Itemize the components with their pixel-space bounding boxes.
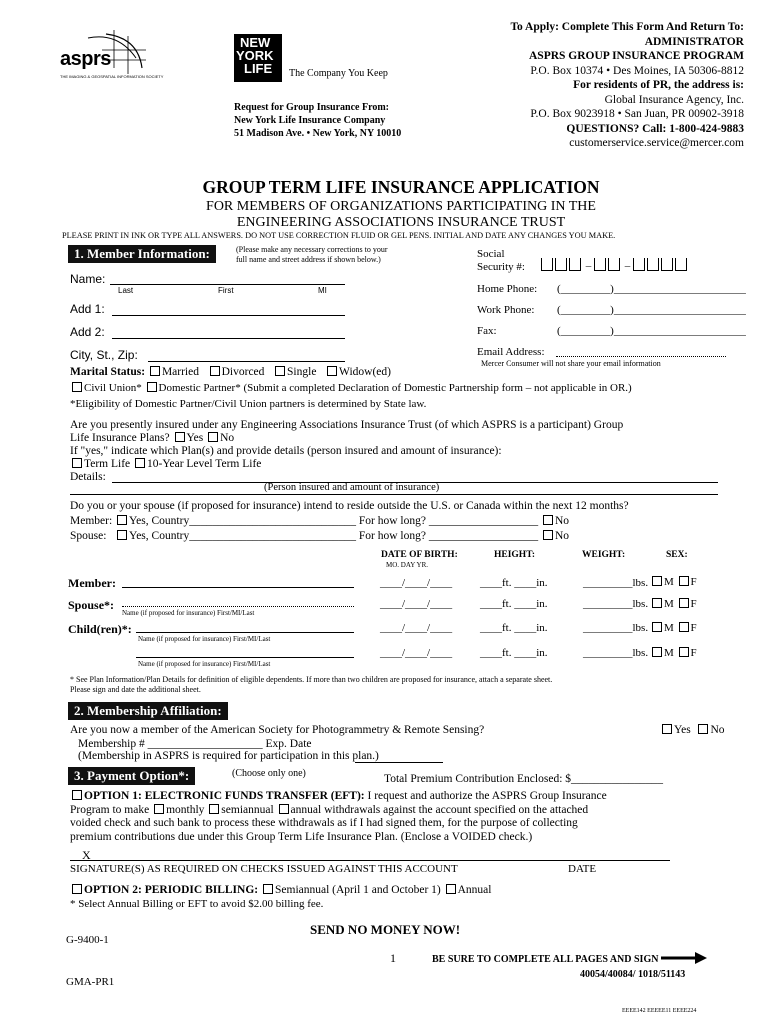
option2-checkbox[interactable] <box>72 884 82 894</box>
complete-all-pages: BE SURE TO COMPLETE ALL PAGES AND SIGN <box>432 952 707 965</box>
monthly-checkbox[interactable] <box>154 804 164 814</box>
add2-label: Add 2: <box>70 325 105 339</box>
membership-answer: Yes No <box>660 724 725 736</box>
member-male-checkbox[interactable] <box>652 576 662 586</box>
spouse-sex: M F <box>650 598 697 610</box>
annual-checkbox[interactable] <box>279 804 289 814</box>
member-female-checkbox[interactable] <box>679 576 689 586</box>
spouse-height-field[interactable]: ____ft. ____in. <box>480 598 548 610</box>
section-2-header: 2. Membership Affiliation: <box>68 702 228 720</box>
correction-note: (Please make any necessary corrections to your full name and street address if shown below.) <box>236 245 388 264</box>
married-checkbox[interactable] <box>150 366 160 376</box>
dependents-footnote: * See Plan Information/Plan Details for definition of eligible dependents. If more than two children are proposed for insurance, attach a separate sheet. Please sign and date the additional sheet. <box>70 675 553 694</box>
child2-female-checkbox[interactable] <box>679 647 689 657</box>
reside-member-row: Member: Yes, Country_____________________________ For how long? ___________________ No <box>70 515 569 527</box>
ten-year-checkbox[interactable] <box>135 458 145 468</box>
divorced-checkbox[interactable] <box>210 366 220 376</box>
person-insured-note: (Person insured and amount of insurance) <box>264 482 440 493</box>
civil-union-checkbox[interactable] <box>72 382 82 392</box>
add2-field[interactable] <box>112 338 345 339</box>
asprs-logo <box>58 28 164 84</box>
section-3-header: 3. Payment Option*: <box>68 767 195 785</box>
select-note: * Select Annual Billing or EFT to avoid $2.00 billing fee. <box>70 898 324 910</box>
member-row-label: Member: <box>68 576 116 590</box>
nyl-logo: NEW YORK LIFE <box>234 34 282 82</box>
semiannual-checkbox[interactable] <box>209 804 219 814</box>
children-row-label: Child(ren)*: <box>68 622 132 636</box>
add1-field[interactable] <box>112 315 345 316</box>
insured-yes-checkbox[interactable] <box>175 432 185 442</box>
height-header: HEIGHT: <box>494 550 535 560</box>
child1-name-field[interactable] <box>136 632 354 633</box>
insured-question: Are you presently insured under any Engineering Associations Insurance Trust (of which ASPRS is a participant) Group Life Insurance Plans? Yes No If "yes," indicate which Plan(s) and provide details (person insured and amount of insurance): Term Life 10-Year Level Term Life Details: <box>70 419 624 483</box>
spouse-dob-field[interactable]: ____/____/____ <box>380 598 453 610</box>
section-1-header: 1. Member Information: <box>68 245 216 263</box>
child2-weight-field[interactable]: _________lbs. <box>583 647 649 659</box>
child1-weight-field[interactable]: _________lbs. <box>583 622 649 634</box>
child1-male-checkbox[interactable] <box>652 622 662 632</box>
email-field[interactable] <box>556 356 726 357</box>
fax-label: Fax: <box>477 325 497 337</box>
reside-member-no-checkbox[interactable] <box>543 515 553 525</box>
city-label: City, St., Zip: <box>70 348 138 362</box>
total-premium-field[interactable]: ________________ <box>571 773 664 785</box>
city-field[interactable] <box>148 361 345 362</box>
email-note: Mercer Consumer will not share your email information <box>481 359 661 368</box>
asprs-subtitle: THE IMAGING & GEOSPATIAL INFORMATION SOCIETY <box>60 74 164 79</box>
form-codes: 40054/40084/ 1018/51143 <box>580 969 686 980</box>
reside-spouse-no-checkbox[interactable] <box>543 530 553 540</box>
reside-spouse-yes-checkbox[interactable] <box>117 530 127 540</box>
date-label: DATE <box>568 863 597 875</box>
eligibility-note: *Eligibility of Domestic Partner/Civil Union partners is determined by State law. <box>70 398 427 410</box>
request-block: Request for Group Insurance From: New York Life Insurance Company 51 Madison Ave. • New York, NY 10010 <box>234 102 402 139</box>
reside-question: Do you or your spouse (if proposed for insurance) intend to reside outside the U.S. or Canada within the next 12 months? <box>70 500 629 512</box>
signature-label: SIGNATURE(S) AS REQUIRED ON CHECKS ISSUED AGAINST THIS ACCOUNT <box>70 863 458 875</box>
member-height-field[interactable]: ____ft. ____in. <box>480 577 548 589</box>
child2-sex: M F <box>650 647 697 659</box>
option1-checkbox[interactable] <box>72 790 82 800</box>
form-subtitle-1: FOR MEMBERS OF ORGANIZATIONS PARTICIPATING IN THE <box>206 199 596 214</box>
option2-row: OPTION 2: PERIODIC BILLING: Semiannual (April 1 and October 1) Annual <box>70 884 491 896</box>
name-field[interactable] <box>110 284 345 285</box>
arrow-right-icon <box>661 952 707 964</box>
add1-label: Add 1: <box>70 302 105 316</box>
opt2-annual-checkbox[interactable] <box>446 884 456 894</box>
opt2-semiannual-checkbox[interactable] <box>263 884 273 894</box>
member-no-checkbox[interactable] <box>698 724 708 734</box>
details-field-2[interactable] <box>70 494 718 495</box>
email-label: Email Address: <box>477 346 545 358</box>
child2-height-field[interactable]: ____ft. ____in. <box>480 647 548 659</box>
ssn-label: Social Security #: <box>477 248 525 273</box>
choose-note: (Choose only one) <box>232 768 306 779</box>
member-yes-checkbox[interactable] <box>662 724 672 734</box>
asprs-wordmark: asprs <box>60 48 111 70</box>
member-weight-field[interactable]: _________lbs. <box>583 577 649 589</box>
spouse-name-field[interactable] <box>122 606 354 607</box>
option1-block: OPTION 1: ELECTRONIC FUNDS TRANSFER (EFT): I request and authorize the ASPRS Group Insurance Program to make monthly semiannual annual withdrawals against the account specified on the attached voided check and such bank to process these withdrawals as if I had signed them, for the purpose of collecting premium contributions due under this Group Term Life Insurance Plan. (Enclose a VOIDED check.) <box>70 790 607 843</box>
membership-required: (Membership in ASPRS is required for participation in this plan.) <box>78 750 379 762</box>
reside-member-yes-checkbox[interactable] <box>117 515 127 525</box>
spouse-male-checkbox[interactable] <box>652 598 662 608</box>
child1-height-field[interactable]: ____ft. ____in. <box>480 622 548 634</box>
child1-female-checkbox[interactable] <box>679 622 689 632</box>
home-phone-field[interactable]: (_________)________________________ <box>557 283 746 295</box>
member-sex: M F <box>650 576 697 588</box>
spouse-weight-field[interactable]: _________lbs. <box>583 598 649 610</box>
fax-field[interactable]: (_________)________________________ <box>557 325 746 337</box>
dob-header: DATE OF BIRTH: <box>381 550 458 560</box>
child1-dob-field[interactable]: ____/____/____ <box>380 622 453 634</box>
insured-no-checkbox[interactable] <box>208 432 218 442</box>
work-phone-label: Work Phone: <box>477 304 535 316</box>
child2-dob-field[interactable]: ____/____/____ <box>380 647 453 659</box>
child2-male-checkbox[interactable] <box>652 647 662 657</box>
page-number: 1 <box>390 951 396 965</box>
form-subtitle-2: ENGINEERING ASSOCIATIONS INSURANCE TRUST <box>236 215 566 230</box>
home-phone-label: Home Phone: <box>477 283 538 295</box>
membership-number-row: Membership # ____________________ Exp. Date <box>78 738 312 750</box>
signature-field[interactable] <box>70 860 670 861</box>
term-life-checkbox[interactable] <box>72 458 82 468</box>
single-checkbox[interactable] <box>275 366 285 376</box>
membership-number-field[interactable]: ____________________ <box>147 738 263 750</box>
reside-spouse-row: Spouse: Yes, Country_____________________________ For how long? ___________________ No <box>70 530 570 542</box>
form-instructions: PLEASE PRINT IN INK OR TYPE ALL ANSWERS. DO NOT USE CORRECTION FLUID OR GEL PENS. INITIAL AND DATE ANY CHANGES YOU MAKE. <box>62 231 616 240</box>
member-name-field[interactable] <box>122 587 354 588</box>
signature-x: X <box>82 848 91 862</box>
child1-sex: M F <box>650 622 697 634</box>
ssn-field[interactable]: – – <box>541 258 689 272</box>
name-label: Name: <box>70 272 106 286</box>
no-money-notice: SEND NO MONEY NOW! <box>310 922 461 937</box>
sex-header: SEX: <box>666 550 688 560</box>
membership-question: Are you now a member of the American Society for Photogrammetry & Remote Sensing? <box>70 724 485 736</box>
spouse-female-checkbox[interactable] <box>679 598 689 608</box>
domestic-partner-checkbox[interactable] <box>147 382 157 392</box>
marital-status-row: Marital Status: Married Divorced Single Widow(ed) <box>70 366 391 378</box>
nyl-tagline: The Company You Keep <box>289 68 388 79</box>
tiny-code: EEEE142 EEEEE11 EEEE224 <box>622 1008 697 1014</box>
widowed-checkbox[interactable] <box>327 366 337 376</box>
gma-code: GMA-PR1 <box>66 976 115 988</box>
total-premium: Total Premium Contribution Enclosed: $________________ <box>384 773 664 785</box>
spouse-row-label: Spouse*: <box>68 598 115 612</box>
work-phone-field[interactable]: (_________)________________________ <box>557 304 746 316</box>
civil-row: Civil Union* Domestic Partner* (Submit a completed Declaration of Domestic Partnership form – not applicable in OR.) <box>70 382 632 394</box>
form-title: GROUP TERM LIFE INSURANCE APPLICATION <box>202 177 600 197</box>
weight-header: WEIGHT: <box>582 550 626 560</box>
apply-block: To Apply: Complete This Form And Return To: ADMINISTRATOR ASPRS GROUP INSURANCE PROGRAM P.O. Box 10374 • Des Moines, IA 50306-8812 For residents of PR, the address is: Global Insurance Agency, Inc. P.O. Box 9023918 • San Juan, PR 00902-3918 QUESTIONS? Call: 1-800-424-9883 customerservice.service@mercer.com <box>510 21 744 149</box>
member-dob-field[interactable]: ____/____/____ <box>380 577 453 589</box>
exp-date-field[interactable] <box>355 762 443 763</box>
form-number: G-9400-1 <box>66 934 109 946</box>
child2-name-field[interactable] <box>136 657 354 658</box>
